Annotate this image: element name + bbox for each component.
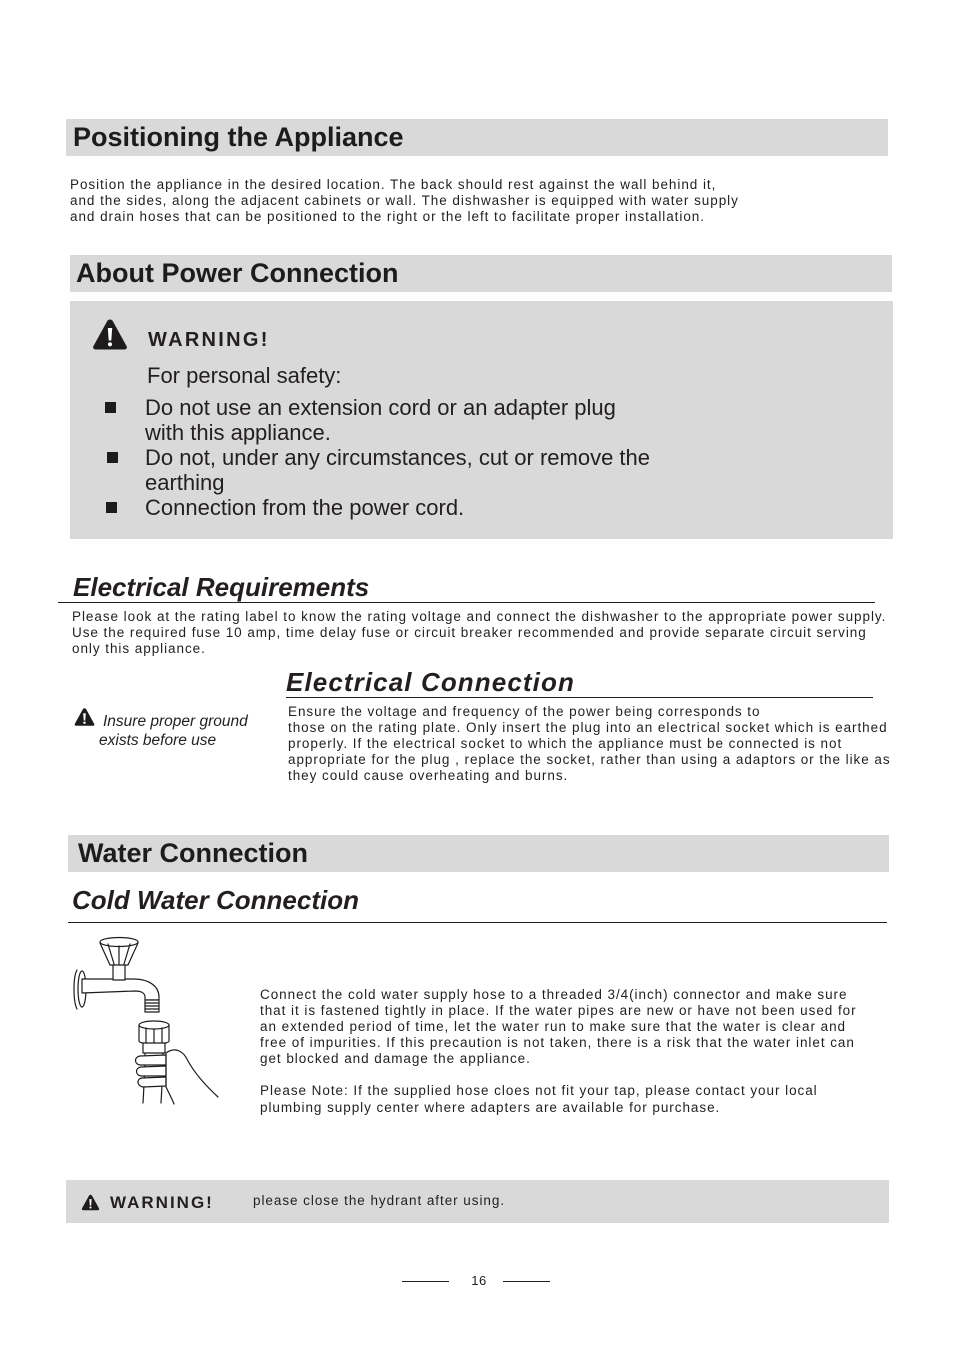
square-bullet-icon [107,452,118,463]
text-line: Connect the cold water supply hose to a threaded 3/4(inch) connector and make sure [260,987,848,1002]
electrical-connection-title: Electrical Connection [286,667,575,697]
text-line: Use the required fuse 10 amp, time delay fuse or circuit breaker recommended and provide separate circuit serving [72,625,867,640]
faucet-hose-illustration [72,935,222,1105]
warning-list-item [145,495,464,520]
text-line: Do not, under any circumstances, cut or remove the [145,444,651,470]
ground-note-line: exists before use [99,731,217,749]
text-line: and drain hoses that can be positioned to the right or the left to facilitate proper installation. [70,209,705,224]
warning-icon [74,707,95,727]
warning-icon [81,1194,100,1211]
electrical-connection-paragraph [288,704,891,784]
electrical-requirements-title: Electrical Requirements [73,572,370,602]
positioning-paragraph [70,177,739,225]
text-line: Do not use an extension cord or an adapter plug [145,394,616,420]
ground-note-line: Insure proper ground [103,712,248,730]
text-line: Please Note: If the supplied hose cloes not fit your tap, please contact your local [260,1083,818,1098]
title-underline [286,697,873,698]
text-line: Connection from the power cord. [145,494,465,520]
warning-icon [92,318,128,351]
power-warning-box [70,301,893,539]
text-line: appropriate for the plug , replace the socket, rather than using a adaptors or the like as [288,752,891,767]
footer-warning-bar [66,1180,889,1223]
footer-warning-text: please close the hydrant after using. [253,1193,506,1208]
text-line: Position the appliance in the desired location. The back should rest against the wall behind it, [70,177,717,192]
text-line: plumbing supply center where adapters are available for purchase. [260,1100,721,1115]
page-number-rule-right [503,1281,550,1282]
text-line: earthing [145,469,225,495]
text-line: Ensure the voltage and frequency of the power being corresponds to [288,704,761,719]
text-line: with this appliance. [145,419,331,445]
water-header-bar [68,835,889,872]
text-line: only this appliance. [72,641,206,656]
warning-label: WARNING! [148,329,270,351]
text-line: Please look at the rating label to know the rating voltage and connect the dishwasher to the appropriate power supply. [72,609,887,624]
warning-list-item [145,395,616,445]
power-title: About Power Connection [76,258,399,288]
warning-list-item [145,445,650,495]
page-number: 16 [471,1273,487,1288]
text-line: get blocked and damage the appliance. [260,1051,531,1066]
page-number-rule-left [402,1281,449,1282]
text-line: that it is fastened tightly in place. If the water pipes are new or have not been used for [260,1003,857,1018]
cold-water-instructions [260,987,857,1067]
warning-intro: For personal safety: [147,362,342,388]
cold-water-subtitle: Cold Water Connection [72,885,359,915]
text-line: an extended period of time, let the water run to make sure that the water is clear and [260,1019,846,1034]
positioning-header-bar [66,119,888,156]
square-bullet-icon [106,502,117,513]
text-line: and the sides, along the adjacent cabinets or wall. The dishwasher is equipped with water supply [70,193,739,208]
square-bullet-icon [105,402,116,413]
text-line: they could cause overheating and burns. [288,768,569,783]
text-line: properly. If the electrical socket to which the appliance must be connected is not [288,736,843,751]
positioning-title: Positioning the Appliance [73,122,404,152]
electrical-requirements-paragraph [72,609,886,657]
power-header-bar [70,255,892,292]
footer-warning-label: WARNING! [110,1193,214,1212]
cold-water-note [260,1082,818,1116]
text-line: those on the rating plate. Only insert the plug into an electrical socket which is earthed [288,720,888,735]
text-line: free of impurities. If this precaution is not taken, there is a risk that the water inlet can [260,1035,855,1050]
water-title: Water Connection [78,838,309,868]
title-underline [68,922,887,923]
title-underline [58,602,875,603]
